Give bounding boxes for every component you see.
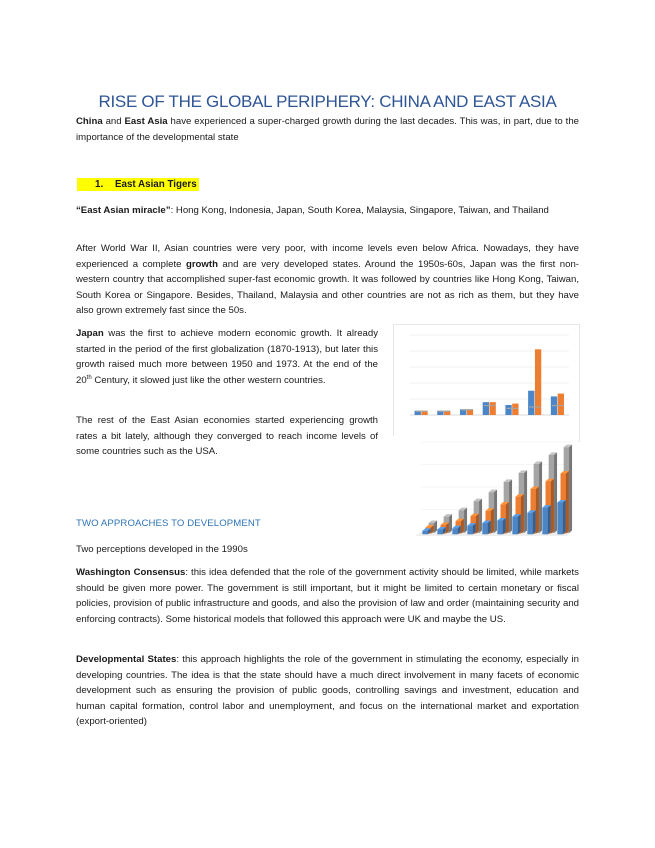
- bar: [512, 404, 518, 415]
- column-side: [506, 502, 509, 534]
- bar: [528, 391, 534, 415]
- column-side: [524, 470, 527, 533]
- column-front: [542, 508, 547, 535]
- post-war-paragraph: [76, 241, 579, 319]
- japan-text-1: was the first to achieve modern economic growth. It already started in the period of the first globalization (1870-1913), but later this growth raised much more between 1950 and 1973. At the end of the 20: [76, 328, 378, 386]
- bar: [483, 402, 489, 415]
- column-side: [449, 514, 452, 533]
- intro-paragraph: [76, 114, 579, 145]
- developmental-term: Developmental States: [76, 654, 177, 665]
- washington-text: : this idea defended that the role of the government activity should be limited, while markets should be given more power. The government is still important, but it might be limited to certain monetary or fiscal policies, provision of public infrastructure and goods, and also the provision of law and order (maintaining security and enforcing contracts). Some historical models that followed this approach were UK and maybe the US.: [76, 567, 579, 625]
- column-side: [563, 500, 566, 534]
- column-front: [527, 513, 532, 535]
- column-front: [512, 517, 517, 535]
- column-side: [533, 510, 536, 534]
- japan-text-2: Century, it slowed just like the other western countries.: [91, 374, 326, 386]
- column-side: [536, 486, 539, 533]
- section-heading-east-asian-tigers: [77, 178, 199, 191]
- bar-series-marker: [552, 405, 563, 406]
- post-war-text-1: After World War II, Asian countries were very poor, with income levels even below Africa. Nowadays, they have experienced a complete: [76, 243, 579, 270]
- page-title: RISE OF THE GLOBAL PERIPHERY: CHINA AND EAST ASIA: [98, 92, 557, 111]
- intro-text: have experienced a super-charged growth during the last decades. This was, in part, due to the importance of the developmental state: [76, 116, 580, 143]
- column-side: [491, 508, 494, 533]
- column-side: [479, 499, 482, 533]
- bar-series-marker: [484, 405, 495, 406]
- column-side: [548, 505, 551, 534]
- column-side: [539, 461, 542, 533]
- bar: [535, 349, 541, 415]
- bar: [505, 405, 511, 415]
- column-side: [554, 452, 557, 533]
- bar: [558, 394, 564, 415]
- column-side: [569, 445, 572, 533]
- column-front: [437, 529, 442, 534]
- bar: [490, 402, 496, 415]
- miracle-text: : Hong Kong, Indonesia, Japan, South Korea, Malaysia, Singapore, Taiwan, and Thailand: [170, 205, 549, 216]
- column-side: [476, 513, 479, 533]
- miracle-term: “East Asian miracle”: [76, 205, 171, 216]
- washington-term: Washington Consensus: [76, 567, 186, 578]
- column-side: [461, 519, 464, 534]
- intro-and: and: [102, 116, 125, 127]
- column-side: [464, 508, 467, 533]
- growth-term: growth: [185, 258, 218, 270]
- washington-paragraph: [76, 565, 579, 627]
- bar-series-marker: [529, 406, 540, 407]
- section-number: 1.: [95, 179, 104, 190]
- income-3d-bar-chart: [393, 436, 578, 554]
- bar-series-marker: [416, 411, 427, 412]
- income-3d-bar-chart-svg: [393, 436, 578, 554]
- section-heading-text: East Asian Tigers: [115, 179, 197, 190]
- bar-series-marker: [438, 411, 449, 412]
- column-side: [509, 479, 512, 533]
- column-front: [467, 526, 472, 535]
- section-heading-two-approaches: TWO APPROACHES TO DEVELOPMENT: [76, 518, 261, 529]
- china-term: China: [76, 116, 103, 127]
- column-side: [566, 471, 569, 534]
- column-front: [452, 528, 457, 534]
- japan-term: Japan: [76, 328, 104, 339]
- column-side: [521, 494, 524, 534]
- perceptions-paragraph: Two perceptions developed in the 1990s: [76, 544, 248, 555]
- bar-series-marker: [507, 408, 518, 409]
- rest-economies-paragraph: The rest of the East Asian economies started experiencing growth rates a bit lately, although they converged to reach income levels of some countries such as the USA.: [76, 415, 378, 458]
- growth-bar-chart: [393, 324, 580, 442]
- column-front: [497, 520, 502, 534]
- growth-bar-chart-svg: [394, 325, 579, 441]
- east-asia-term: East Asia: [124, 116, 168, 127]
- developmental-text: : this approach highlights the role of the government in stimulating the economy, especially in developing countries. The idea is that the state should have a much direct involvement in many facets of economic development such as ensuring the provision of public goods, controlling savings and investment, education and human capital formation, control labor and unemployment, and focus on the international market and exportation (export-oriented): [76, 654, 579, 728]
- bar-series-marker: [461, 409, 472, 410]
- column-front: [422, 531, 427, 535]
- post-war-text-2: and are very developed states. Around the 1950s-60s, Japan was the first non-western country that accomplished super-fast economic growth. It was followed by countries like Hong Kong, Taiwan, South Korea or Singapore. Besides, Thailand, Malaysia and other countries are not as rich as them, but they have also grown extremely fast since the 50s.: [76, 258, 580, 317]
- th-superscript: th: [86, 374, 92, 381]
- column-front: [557, 502, 562, 534]
- column-front: [482, 523, 487, 534]
- column-side: [518, 514, 521, 534]
- developmental-paragraph: [76, 652, 579, 730]
- japan-paragraph: [76, 326, 378, 388]
- column-side: [503, 518, 506, 534]
- column-side: [551, 479, 554, 534]
- miracle-paragraph: [76, 203, 579, 219]
- column-side: [494, 490, 497, 533]
